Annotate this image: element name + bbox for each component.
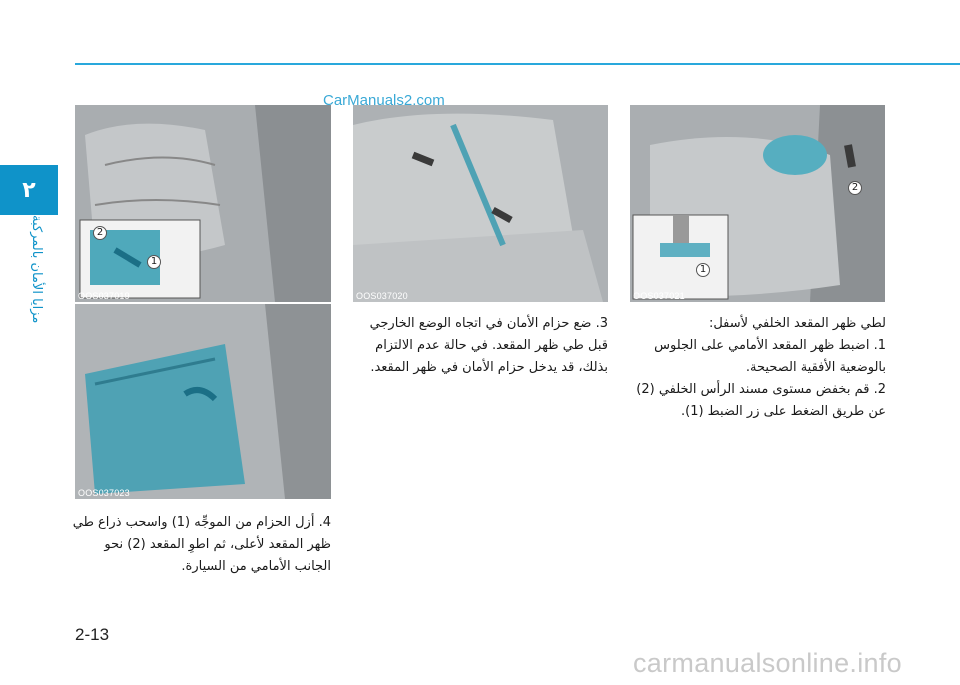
callout-1: 1 xyxy=(147,255,161,269)
instructions-left xyxy=(72,512,331,578)
header-rule xyxy=(75,63,960,65)
callout-2: 2 xyxy=(93,226,107,240)
figure-belt-outward xyxy=(353,105,608,302)
figure-seat-folded xyxy=(75,304,331,499)
step3-line2: قبل طي ظهر المقعد. في حالة عدم الالتزام xyxy=(375,338,608,353)
step3-line1: 3. ضع حزام الأمان في اتجاه الوضع الخارجي xyxy=(369,316,608,331)
figure-code: OOS037019 xyxy=(78,291,130,301)
footer-watermark[interactable]: carmanualsonline.info xyxy=(633,648,902,678)
step1-line2: بالوضعية الأفقية الصحيحة. xyxy=(745,360,886,375)
chapter-tab[interactable]: ٢ xyxy=(0,165,58,215)
step3-line3: بذلك، قد يدخل حزام الأمان في ظهر المقعد. xyxy=(370,360,608,375)
figure-code: OOS037020 xyxy=(356,291,408,301)
instructions-middle xyxy=(353,313,608,379)
callout-1: 1 xyxy=(696,263,710,277)
instructions-right xyxy=(632,313,886,423)
figure-seatback-lever xyxy=(75,105,331,302)
step1-line1: 1. اضبط ظهر المقعد الأمامي على الجلوس xyxy=(654,338,886,353)
chapter-side-label: مزايا الأمان بالمركبة xyxy=(29,215,44,324)
figure-code: OOS037023 xyxy=(78,488,130,498)
intro-line: لطي ظهر المقعد الخلفي لأسفل: xyxy=(708,316,886,331)
figure-code: OOS037021 xyxy=(633,291,685,301)
callout-2: 2 xyxy=(848,181,862,195)
step2-line2: عن طريق الضغط على زر الضبط (1). xyxy=(680,404,886,419)
page-number: 2-13 xyxy=(75,625,110,644)
step4-line2: ظهر المقعد لأعلى، ثم اطوِ المقعد (2) نحو xyxy=(104,537,331,552)
figure-headrest-lower xyxy=(630,105,885,302)
step4-line1: 4. أزل الحزام من الموجِّه (1) واسحب ذراع طي xyxy=(72,515,331,530)
step2-line1: 2. قم بخفض مستوى مسند الرأس الخلفي (2) xyxy=(636,382,886,397)
step4-line3: الجانب الأمامي من السيارة. xyxy=(181,559,331,574)
watermark-carmanuals: CarManuals2.com xyxy=(323,92,445,109)
